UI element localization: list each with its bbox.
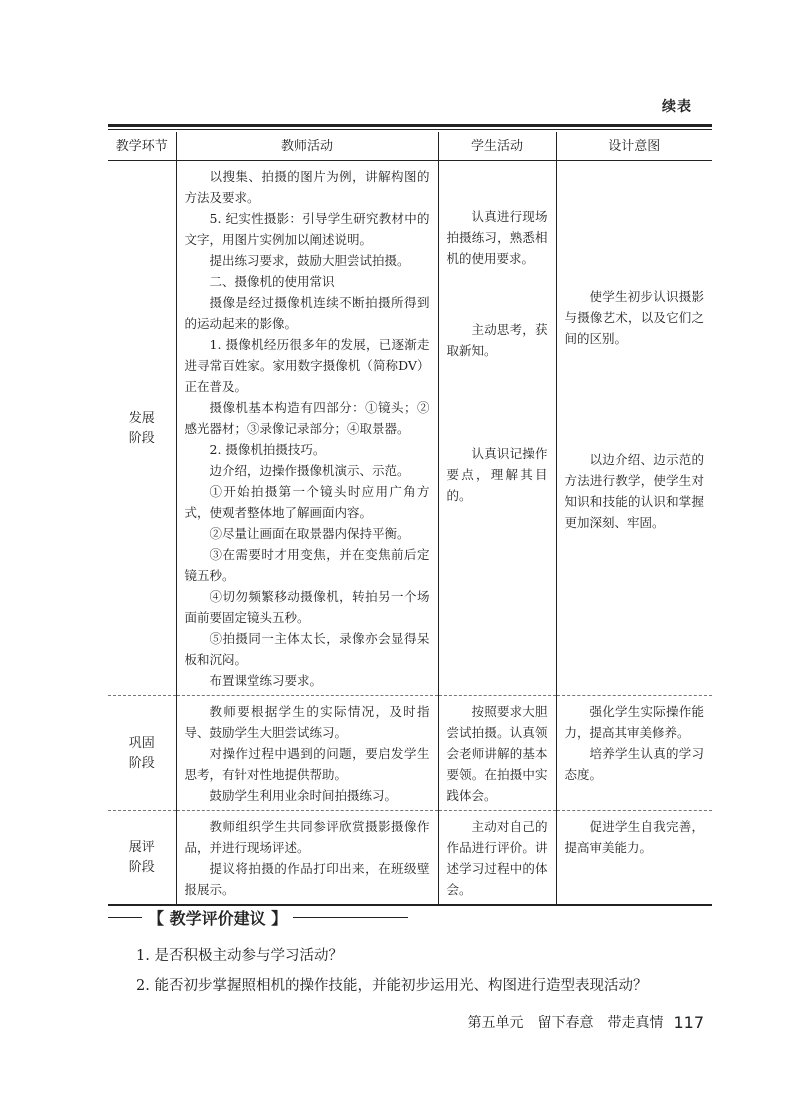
student-paragraph: 认真进行现场拍摄练习，熟悉相机的使用要求。: [446, 209, 548, 266]
teacher-paragraph: ⑤拍摄同一主体太长，录像亦会显得呆板和沉闷。: [184, 631, 430, 667]
teacher-paragraph: ①开始拍摄第一个镜头时应用广角方式，使观者整体地了解画面内容。: [184, 484, 430, 520]
col-header-student: 学生活动: [438, 132, 556, 161]
stage-label: 展评 阶段: [128, 840, 155, 875]
teacher-paragraph: ②尽量让画面在取景器内保持平衡。: [209, 526, 410, 541]
stage-cell: [108, 811, 176, 906]
evaluation-item: 1. 是否积极主动参与学习活动？: [136, 948, 343, 964]
footer-unit-title: 第五单元 留下春意 带走真情: [467, 1015, 664, 1031]
student-paragraph: 主动对自己的作品进行评价。讲述学习过程中的体会。: [446, 819, 548, 897]
table-row-consolidation: [108, 696, 712, 811]
page-footer: [467, 1012, 704, 1032]
table-row-exhibition: [108, 811, 712, 906]
design-paragraph: 以边介绍、边示范的方法进行教学，使学生对知识和技能的认识和掌握更加深刻、牢固。: [564, 452, 704, 530]
stage-cell: [108, 161, 176, 696]
teacher-paragraph: ③在需要时才用变焦，并在变焦前后定镜五秒。: [184, 547, 430, 583]
student-activity-cell: [438, 161, 556, 696]
page-number: 117: [673, 1012, 704, 1032]
student-activity-cell: [438, 696, 556, 811]
student-paragraph: 主动思考，获取新知。: [446, 322, 548, 358]
teacher-paragraph: 摄像机基本构造有四部分：①镜头；②感光器材；③录像记录部分；④取景器。: [184, 400, 430, 436]
col-header-teacher: 教师活动: [176, 132, 438, 161]
teacher-paragraph: 1. 摄像机经历很多年的发展，已逐渐走进寻常百姓家。家用数字摄像机（简称DV）正在普及。: [184, 337, 430, 394]
lesson-table: [108, 132, 712, 906]
design-paragraph: 培养学生认真的学习态度。: [564, 746, 704, 782]
evaluation-section-heading: [108, 902, 408, 932]
student-paragraph: 认真识记操作要点，理解其目的。: [446, 446, 548, 503]
teacher-paragraph: 布置课堂练习要求。: [209, 673, 323, 688]
design-paragraph: 使学生初步认识摄影与摄像艺术，以及它们之间的区别。: [564, 289, 704, 346]
teacher-paragraph: 提出练习要求，鼓励大胆尝试拍摄。: [209, 253, 410, 268]
teacher-paragraph: 5. 纪实性摄影：引导学生研究教材中的文字，用图片实例加以阐述说明。: [184, 211, 430, 247]
stage-cell: [108, 696, 176, 811]
teacher-paragraph: 对操作过程中遇到的问题，要启发学生思考，有针对性地提供帮助。: [184, 746, 430, 782]
continued-label: 续表: [662, 99, 692, 115]
heading-rule-left: [108, 917, 142, 918]
col-header-design: 设计意图: [556, 132, 712, 161]
student-paragraph: 按照要求大胆尝试拍摄。认真领会老师讲解的基本要领。在拍摄中实践体会。: [446, 704, 548, 803]
heading-rule-right: [293, 917, 408, 918]
evaluation-item: 2. 能否初步掌握照相机的操作技能，并能初步运用光、构图进行造型表现活动？: [136, 978, 648, 994]
teacher-paragraph: 2. 摄像机拍摄技巧。: [209, 442, 326, 457]
design-intent-cell: [556, 811, 712, 906]
teacher-paragraph: 边介绍，边操作摄像机演示、示范。: [209, 463, 410, 478]
teacher-paragraph: 鼓励学生利用业余时间拍摄练习。: [209, 788, 398, 803]
stage-label: 发展 阶段: [128, 410, 155, 446]
stage-label: 巩固 阶段: [128, 735, 155, 771]
teacher-paragraph: 摄像是经过摄像机连续不断拍摄所得到的运动起来的影像。: [184, 295, 430, 331]
teacher-paragraph: 以搜集、拍摄的图片为例，讲解构图的方法及要求。: [184, 169, 430, 205]
teacher-paragraph: ④切勿频繁移动摄像机，转拍另一个场面前要固定镜头五秒。: [184, 589, 430, 625]
teacher-activity-cell: [176, 161, 438, 696]
header-rule-thick: [108, 124, 712, 127]
teacher-activity-cell: [176, 811, 438, 906]
teacher-paragraph: 教师要根据学生的实际情况，及时指导、鼓励学生大胆尝试练习。: [184, 704, 430, 740]
design-intent-cell: [556, 161, 712, 696]
teacher-paragraph: 二、摄像机的使用常识: [209, 274, 335, 289]
design-paragraph: 促进学生自我完善，提高审美能力。: [564, 819, 704, 855]
table-header-row: [108, 132, 712, 161]
col-header-stage: 教学环节: [108, 132, 176, 161]
teacher-paragraph: 提议将拍摄的作品打印出来，在班级壁报展示。: [184, 861, 430, 897]
evaluation-title: 【 教学评价建议 】: [148, 908, 288, 928]
table-row-development: [108, 161, 712, 696]
teacher-paragraph: 教师组织学生共同参评欣赏摄影摄像作品，并进行现场评述。: [184, 819, 430, 855]
design-intent-cell: [556, 696, 712, 811]
design-paragraph: 强化学生实际操作能力，提高其审美修养。: [564, 704, 704, 740]
teacher-activity-cell: [176, 696, 438, 811]
header-rule-thin: [108, 129, 712, 130]
student-activity-cell: [438, 811, 556, 906]
